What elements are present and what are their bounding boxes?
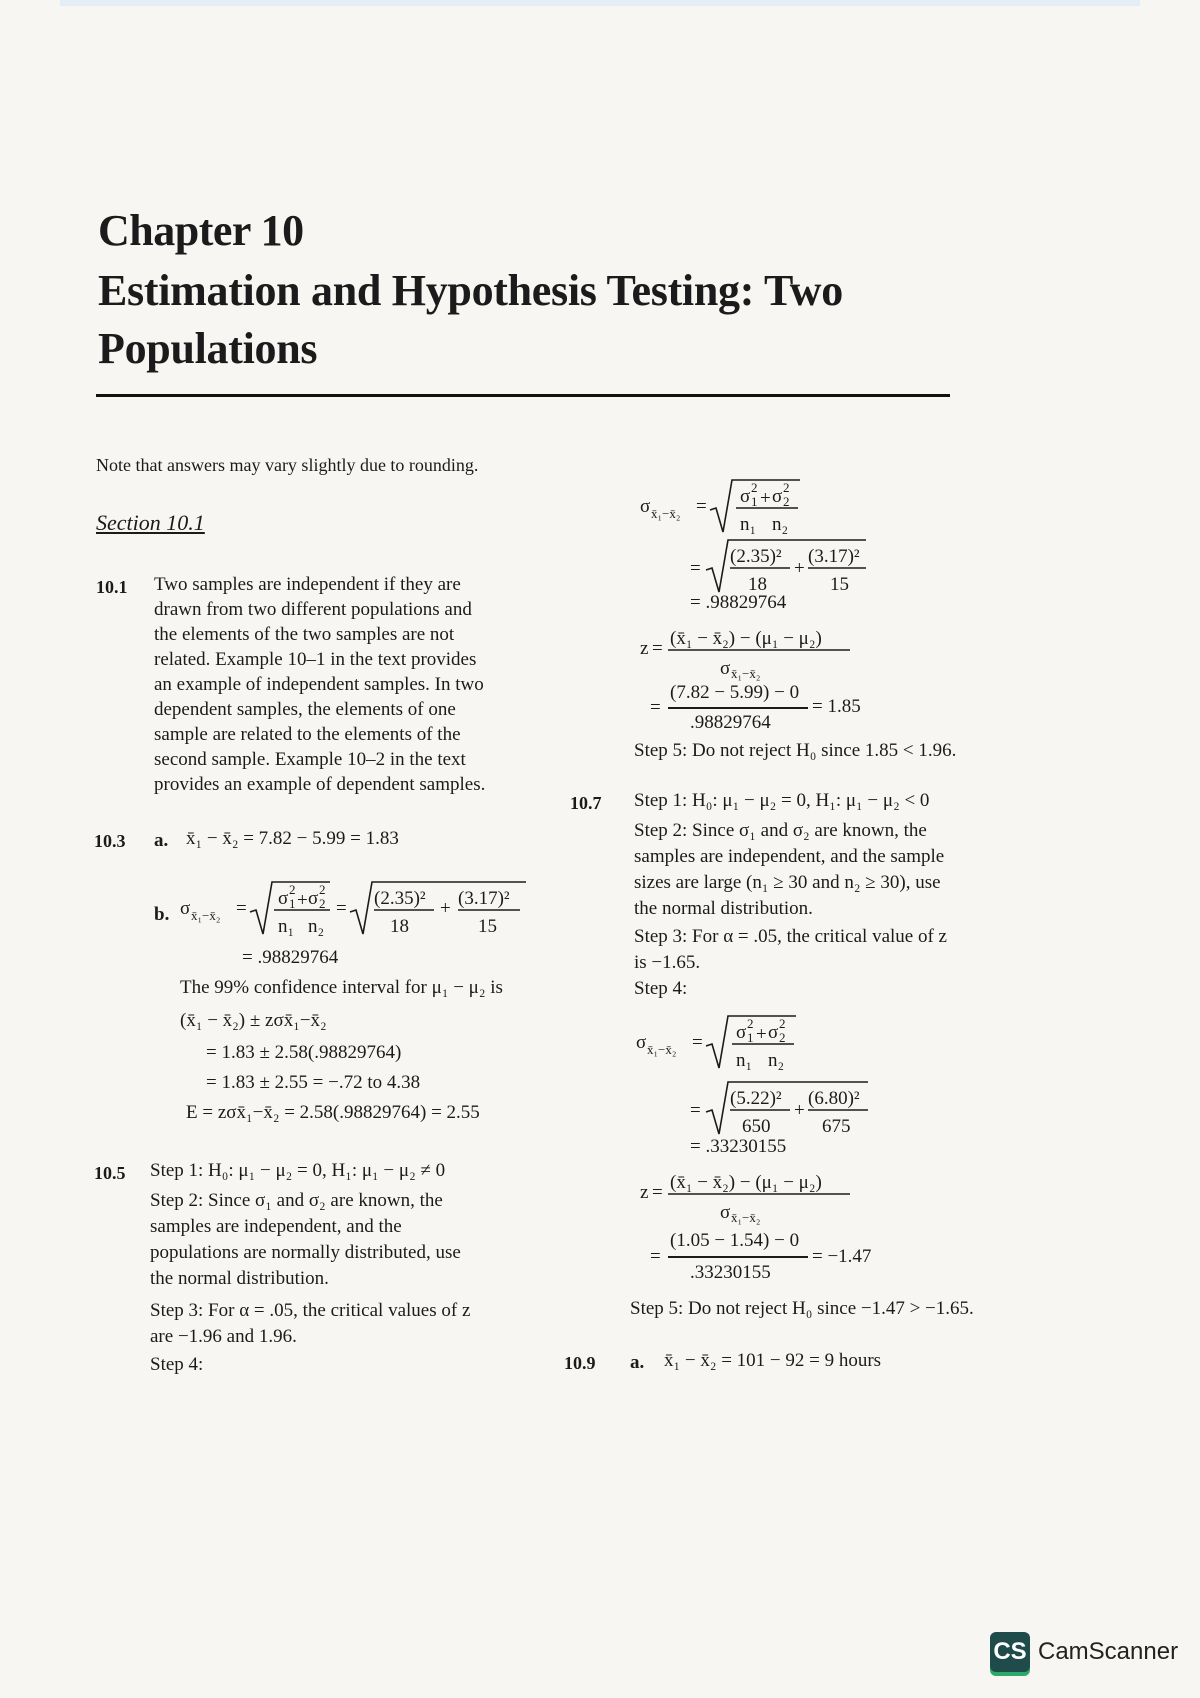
svg-text:σ: σ [772,486,783,507]
svg-text:(5.22)²: (5.22)² [730,1088,782,1109]
svg-text:=: = [652,1182,663,1203]
z-formula-10-7 [640,1164,860,1226]
svg-text:675: 675 [822,1116,851,1137]
answer-line: Two samples are independent if they are [154,574,461,595]
svg-text:n₁: n₁ [278,916,295,937]
svg-text:x̄₁−x̄₂: x̄₁−x̄₂ [731,1210,761,1225]
answer-line: an example of independent samples. In two [154,674,484,695]
part-b-label: b. [154,904,170,925]
svg-text:=: = [336,898,347,919]
svg-text:2: 2 [751,480,758,495]
answer-line: provides an example of dependent samples. [154,774,486,795]
svg-text:(x̄₁ − x̄₂) − (μ₁ − μ₂): (x̄₁ − x̄₂) − (μ₁ − μ₂) [670,628,822,649]
z-formula-10-5 [640,620,860,682]
problem-number-10-1: 10.1 [96,577,128,597]
answer-line: drawn from two different populations and [154,599,472,620]
step3-line: is −1.65. [634,952,701,973]
svg-text:=: = [652,638,663,659]
z-numerator: (7.82 − 5.99) − 0 [670,682,800,703]
step2-line: samples are independent, and the sample [634,846,945,867]
svg-text:18: 18 [390,916,409,937]
fraction-bar [668,707,808,709]
svg-text:2: 2 [783,480,790,495]
svg-text:=: = [696,496,707,517]
step2-line: Step 2: Since σ₁ and σ₂ are known, the [634,820,927,841]
step4-label: Step 4: [634,978,688,999]
step1-10-5: Step 1: H₀: μ₁ − μ₂ = 0, H₁: μ₁ − μ₂ ≠ 0 [150,1160,446,1181]
sd-result-10-3: = .98829764 [242,947,339,968]
svg-text:σ: σ [278,888,289,909]
step2-line: sizes are large (n₁ ≥ 30 and n₂ ≥ 30), use [634,872,941,893]
svg-text:σ: σ [768,1022,779,1043]
chapter-heading: Chapter 10 [98,206,304,255]
equals-sign: = [650,697,661,718]
chapter-title: Estimation and Hypothesis Testing: Two Populations [98,266,843,373]
svg-text:σ: σ [720,1202,731,1223]
svg-text:σ: σ [308,888,319,909]
svg-text:z: z [640,1182,649,1203]
ci-step: = 1.83 ± 2.58(.98829764) [206,1042,402,1063]
svg-text:n₂: n₂ [768,1050,785,1071]
answer-line: related. Example 10–1 in the text provides [154,649,477,670]
svg-text:n₁: n₁ [740,514,757,535]
svg-text:+: + [794,558,805,579]
svg-text:n₂: n₂ [308,916,325,937]
answer-line: the elements of the two samples are not [154,624,455,645]
step5-10-7: Step 5: Do not reject H₀ since −1.47 > −1.65. [630,1298,974,1319]
step3-line: are −1.96 and 1.96. [150,1326,297,1347]
svg-text:+: + [794,1100,805,1121]
svg-text:15: 15 [478,916,497,937]
sd-result-10-5: = .98829764 [690,592,787,613]
z-denominator: .98829764 [690,712,771,733]
svg-text:+: + [297,890,308,911]
problem-number-10-5: 10.5 [94,1163,126,1183]
svg-text:(3.17)²: (3.17)² [458,888,510,909]
svg-text:1: 1 [747,1030,754,1045]
ci-statement: The 99% confidence interval for μ₁ − μ₂ is [180,977,503,998]
svg-text:650: 650 [742,1116,771,1137]
svg-text:2: 2 [319,882,326,897]
svg-text:(2.35)²: (2.35)² [374,888,426,909]
svg-text:2: 2 [779,1016,786,1031]
svg-text:1: 1 [751,494,758,509]
svg-text:σ: σ [636,1032,647,1053]
step3-line: Step 3: For α = .05, the critical values of z [150,1300,471,1321]
svg-text:(2.35)²: (2.35)² [730,546,782,567]
svg-text:x̄₁−x̄₂: x̄₁−x̄₂ [731,666,761,681]
step2-line: samples are independent, and the [150,1216,402,1237]
step2-line: populations are normally distributed, use [150,1242,461,1263]
sd-result-10-7: = .33230155 [690,1136,787,1157]
svg-text:2: 2 [779,1030,786,1045]
section-heading: Section 10.1 [96,510,205,535]
step1-10-7: Step 1: H₀: μ₁ − μ₂ = 0, H₁: μ₁ − μ₂ < 0 [634,790,930,811]
difference-of-means-10-9: x̄₁ − x̄₂ = 101 − 92 = 9 hours [664,1350,882,1371]
rounding-note: Note that answers may vary slightly due to rounding. [96,455,479,475]
svg-text:σ: σ [740,486,751,507]
svg-text:=: = [690,558,701,579]
part-a-label: a. [630,1352,645,1373]
svg-text:+: + [760,488,771,509]
part-a-label: a. [154,830,169,851]
difference-of-means: x̄₁ − x̄₂ = 7.82 − 5.99 = 1.83 [186,828,399,849]
svg-text:σ: σ [180,898,191,919]
sd-formula-10-5 [640,470,860,540]
svg-text:n₁: n₁ [736,1050,753,1071]
step5-10-5: Step 5: Do not reject H₀ since 1.85 < 1.96. [634,740,957,761]
svg-text:n₂: n₂ [772,514,789,535]
step2-line: Step 2: Since σ₁ and σ₂ are known, the [150,1190,443,1211]
z-denominator: .33230155 [690,1262,771,1283]
svg-text:18: 18 [748,574,767,595]
problem-number-10-3: 10.3 [94,831,126,851]
svg-text:2: 2 [289,882,296,897]
z-value: = 1.85 [812,696,861,717]
svg-text:σ: σ [640,496,651,517]
equals-sign: = [650,1246,661,1267]
svg-text:=: = [692,1032,703,1053]
answer-line: second sample. Example 10–2 in the text [154,749,466,770]
svg-text:(3.17)²: (3.17)² [808,546,860,567]
step2-line: the normal distribution. [634,898,813,919]
svg-text:2: 2 [783,494,790,509]
z-numerator: (1.05 − 1.54) − 0 [670,1230,800,1251]
svg-text:15: 15 [830,574,849,595]
svg-text:x̄₁−x̄₂: x̄₁−x̄₂ [191,908,221,923]
svg-text:x̄₁−x̄₂: x̄₁−x̄₂ [647,1042,677,1057]
fraction-bar [668,1256,808,1258]
step3-line: Step 3: For α = .05, the critical value of z [634,926,947,947]
svg-text:=: = [236,898,247,919]
svg-text:2: 2 [319,896,326,911]
svg-text:σ: σ [736,1022,747,1043]
svg-text:z: z [640,638,649,659]
ci-result: = 1.83 ± 2.55 = −.72 to 4.38 [206,1072,421,1093]
svg-text:+: + [756,1024,767,1045]
camscanner-watermark [990,1632,1178,1672]
title-rule [96,394,950,397]
sd-substitution-10-5 [690,534,890,598]
problem-number-10-7: 10.7 [570,793,602,813]
step4-label: Step 4: [150,1354,204,1375]
z-value: = −1.47 [812,1246,872,1267]
sd-formula-10-7 [636,1006,856,1076]
ci-formula: (x̄₁ − x̄₂) ± zσx̄₁−x̄₂ [180,1010,327,1031]
svg-text:(6.80)²: (6.80)² [808,1088,860,1109]
step2-line: the normal distribution. [150,1268,329,1289]
camscanner-label: CamScanner [1038,1638,1179,1665]
sd-formula-10-3 [180,872,530,942]
scan-edge [60,0,1140,6]
svg-text:2: 2 [747,1016,754,1031]
svg-text:=: = [690,1100,701,1121]
camscanner-logo-icon: CS [990,1632,1030,1672]
svg-text:1: 1 [289,896,296,911]
problem-number-10-9: 10.9 [564,1353,596,1373]
svg-text:σ: σ [720,658,731,679]
svg-text:+: + [440,898,451,919]
answer-line: sample are related to the elements of the [154,724,461,745]
margin-of-error: E = zσx̄₁−x̄₂ = 2.58(.98829764) = 2.55 [186,1102,480,1123]
answer-line: dependent samples, the elements of one [154,699,456,720]
svg-text:x̄₁−x̄₂: x̄₁−x̄₂ [651,506,681,521]
svg-text:(x̄₁ − x̄₂) − (μ₁ − μ₂): (x̄₁ − x̄₂) − (μ₁ − μ₂) [670,1172,822,1193]
sd-substitution-10-7 [690,1076,890,1140]
